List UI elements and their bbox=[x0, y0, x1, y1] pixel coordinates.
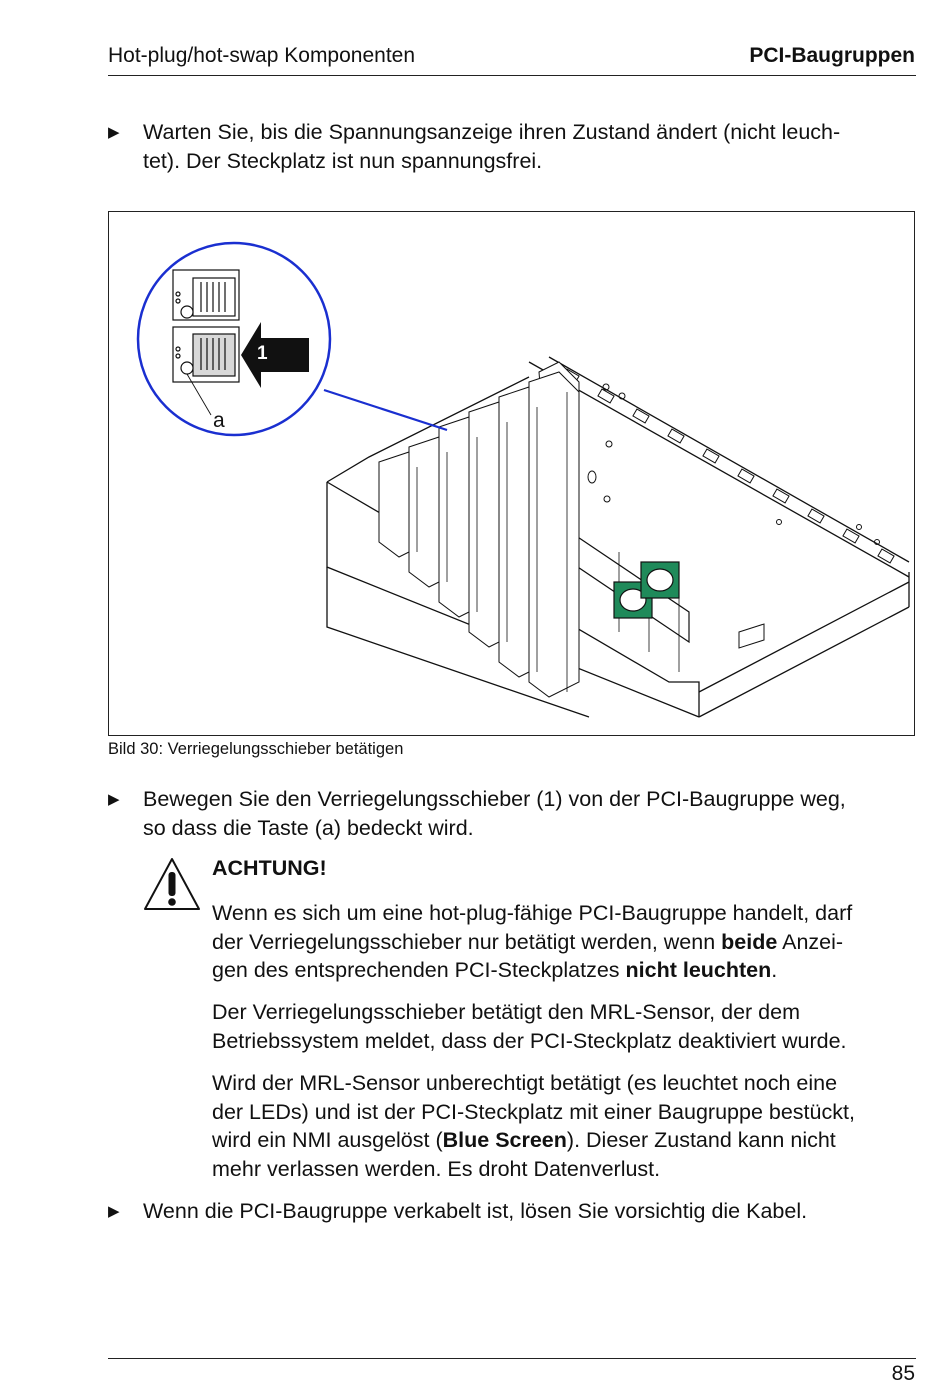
pci-chassis-illustration bbox=[109, 212, 916, 737]
bullet-arrow-icon: ▶ bbox=[108, 791, 120, 808]
warning-line: mehr verlassen werden. Es droht Datenverlust. bbox=[212, 1156, 661, 1181]
step-text-line: Bewegen Sie den Verriegelungsschieber (1) von der PCI-Baugruppe weg, bbox=[143, 787, 846, 811]
step-text-line: Wenn die PCI-Baugruppe verkabelt ist, lösen Sie vorsichtig die Kabel. bbox=[143, 1199, 808, 1223]
warning-title: ACHTUNG! bbox=[212, 856, 327, 880]
bullet-arrow-icon: ▶ bbox=[108, 124, 120, 141]
running-header-chapter: Hot-plug/hot-swap Komponenten bbox=[108, 44, 416, 67]
figure-caption: Bild 30: Verriegelungsschieber betätigen bbox=[108, 740, 404, 758]
step-text-line: Warten Sie, bis die Spannungsanzeige ihren Zustand ändert (nicht leuch- bbox=[143, 120, 841, 144]
figure-locking-slider bbox=[108, 211, 915, 736]
step-text-line: tet). Der Steckplatz ist nun spannungsfrei. bbox=[143, 149, 543, 173]
warning-paragraph-3 bbox=[212, 1069, 912, 1183]
warning-line: gen des entsprechenden PCI-Steckplatzes nicht leuchten. bbox=[212, 958, 778, 982]
warning-line: Der Verriegelungsschieber betätigt den MRL-Sensor, der dem bbox=[212, 1000, 800, 1024]
warning-line: der LEDs) und ist der PCI-Steckplatz mit einer Baugruppe bestückt, bbox=[212, 1099, 855, 1124]
warning-line: Betriebssystem meldet, dass der PCI-Steckplatz deaktiviert wurde. bbox=[212, 1028, 847, 1053]
callout-label-1: 1 bbox=[257, 343, 268, 364]
running-header-section: PCI-Baugruppen bbox=[749, 44, 915, 67]
warning-line: Wird der MRL-Sensor unberechtigt betätigt (es leuchtet noch eine bbox=[212, 1071, 838, 1095]
step-text-line: so dass die Taste (a) bedeckt wird. bbox=[143, 816, 474, 840]
warning-paragraph-2 bbox=[212, 998, 912, 1055]
warning-line: wird ein NMI ausgelöst (Blue Screen). Dieser Zustand kann nicht bbox=[212, 1128, 836, 1152]
warning-triangle-icon bbox=[142, 856, 202, 912]
header-divider bbox=[108, 75, 916, 76]
warning-paragraph-1 bbox=[212, 899, 912, 985]
page-number: 85 bbox=[891, 1362, 915, 1385]
callout-label-a: a bbox=[213, 409, 225, 432]
bullet-arrow-icon: ▶ bbox=[108, 1203, 120, 1220]
warning-line: Wenn es sich um eine hot-plug-fähige PCI-Baugruppe handelt, darf bbox=[212, 901, 853, 925]
footer-divider bbox=[108, 1358, 916, 1359]
warning-line: der Verriegelungsschieber nur betätigt werden, wenn beide Anzei- bbox=[212, 929, 844, 954]
